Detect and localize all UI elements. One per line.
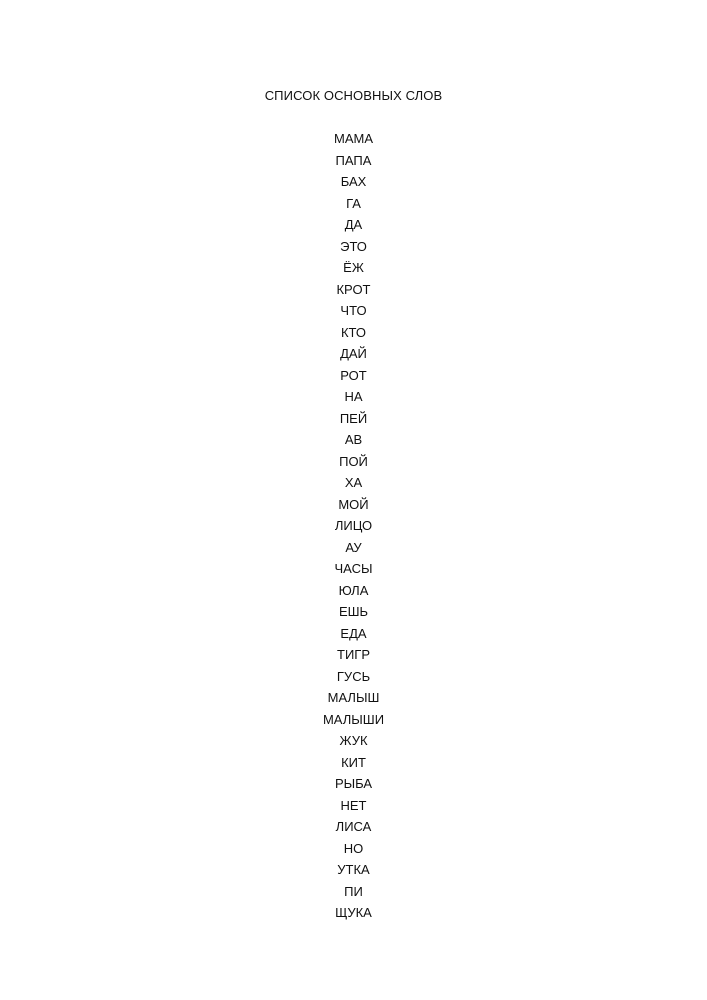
- list-item: КТО: [340, 324, 367, 340]
- list-item: РОТ: [340, 367, 367, 383]
- list-item: НА: [344, 389, 363, 404]
- list-item: ЕШЬ: [338, 604, 369, 619]
- list-item: АВ: [344, 432, 363, 447]
- list-item: ЭТО: [340, 238, 367, 254]
- list-item: ХА: [344, 475, 363, 490]
- word-list: [0, 131, 707, 927]
- list-item: ЩУКА: [335, 905, 372, 920]
- list-item: КРОТ: [336, 281, 371, 297]
- list-item: МОЙ: [338, 496, 369, 512]
- list-item: ЮЛА: [338, 582, 369, 598]
- document-title: СПИСОК ОСНОВНЫХ СЛОВ: [264, 88, 443, 103]
- list-item: ЛИЦО: [334, 518, 373, 533]
- list-item: ЧАСЫ: [334, 561, 373, 576]
- list-item: МАЛЫШ: [327, 690, 380, 705]
- list-item: ГА: [346, 195, 361, 211]
- list-item: ЁЖ: [343, 260, 364, 275]
- list-item: ЛИСА: [335, 819, 372, 834]
- list-item: ЧТО: [340, 303, 367, 318]
- list-item: УТКА: [337, 862, 370, 877]
- list-item: БАХ: [340, 174, 367, 189]
- list-item: ПАПА: [335, 152, 372, 168]
- list-item: КИТ: [341, 754, 366, 770]
- list-item: ТИГР: [337, 647, 370, 662]
- list-item: ПЕЙ: [339, 410, 368, 426]
- list-item: ЕДА: [340, 625, 367, 641]
- list-item: МАМА: [334, 131, 373, 146]
- list-item: МАЛЫШИ: [322, 711, 385, 727]
- list-item: НЕТ: [340, 797, 367, 813]
- list-item: РЫБА: [334, 776, 373, 791]
- list-item: ЖУК: [339, 733, 368, 748]
- list-item: АУ: [345, 539, 362, 555]
- list-item: НО: [343, 840, 364, 856]
- list-item: ПОЙ: [339, 453, 368, 469]
- list-item: ГУСЬ: [336, 668, 371, 684]
- list-item: ДАЙ: [340, 346, 367, 361]
- list-item: ПИ: [344, 883, 363, 899]
- list-item: ДА: [344, 217, 363, 232]
